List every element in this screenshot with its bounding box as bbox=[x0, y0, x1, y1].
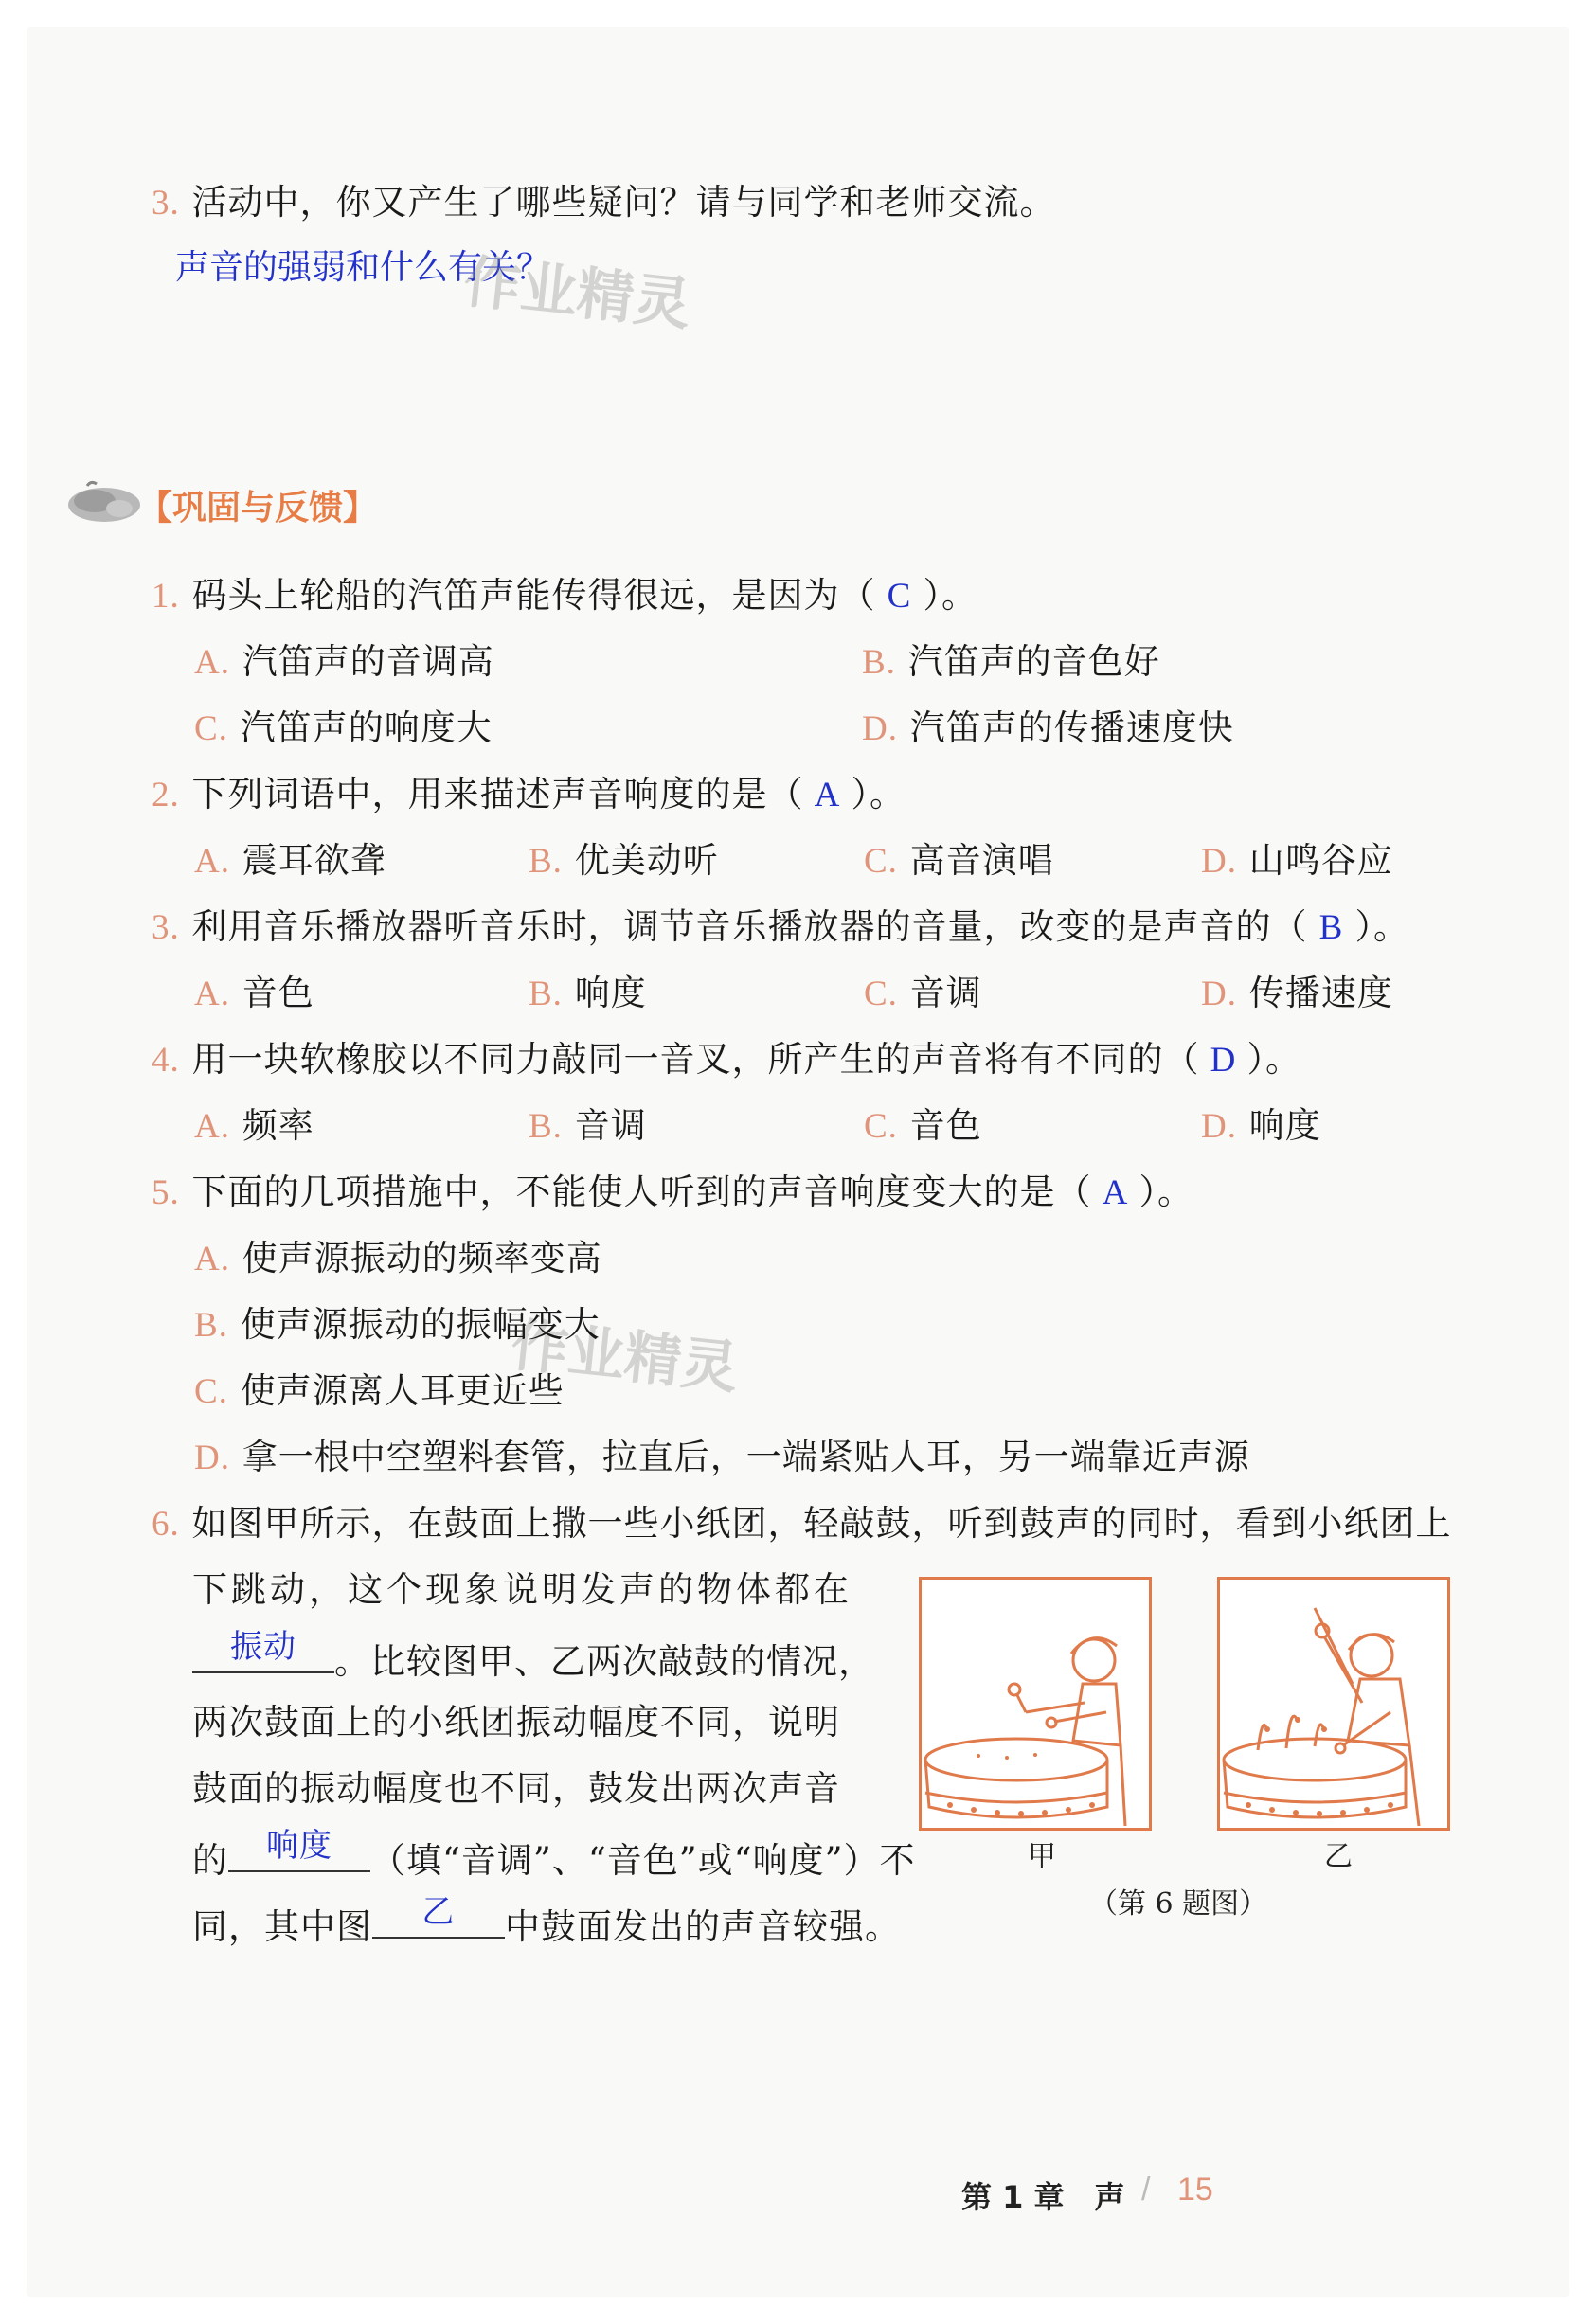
q6-text: 中鼓面发出的声音较强。 bbox=[505, 1906, 901, 1947]
option bbox=[1201, 1103, 1321, 1150]
workbook-page bbox=[27, 27, 1569, 2297]
section-brush-icon bbox=[66, 478, 142, 526]
option-text: 汽笛声的响度大 bbox=[240, 707, 493, 748]
option-text: 响度 bbox=[574, 973, 647, 1013]
q6-text: 的 bbox=[192, 1840, 228, 1881]
footer-separator: / bbox=[1141, 2172, 1151, 2208]
option-text: 使声源振动的频率变高 bbox=[242, 1238, 602, 1278]
option bbox=[194, 1435, 1250, 1481]
option bbox=[194, 639, 494, 686]
option bbox=[864, 1103, 982, 1150]
question-stem: 下列词语中，用来描述声音响度的是（ bbox=[191, 774, 804, 814]
question-stem: 用一块软橡胶以不同力敲同一音叉，所产生的声音将有不同的（ bbox=[191, 1039, 1200, 1080]
option-letter: A. bbox=[194, 974, 230, 1013]
question-number: 3. bbox=[152, 184, 180, 223]
option-text: 音色 bbox=[909, 1105, 982, 1146]
option-letter: B. bbox=[862, 643, 896, 682]
fill-blank bbox=[228, 1827, 370, 1872]
option-text: 音调 bbox=[909, 973, 982, 1013]
option bbox=[529, 971, 647, 1017]
option bbox=[1201, 838, 1393, 885]
option-letter: B. bbox=[529, 842, 563, 881]
option bbox=[194, 1368, 565, 1415]
question-3 bbox=[152, 904, 1409, 951]
question-number: 6. bbox=[152, 1505, 180, 1544]
question-number: 5. bbox=[152, 1173, 180, 1212]
question-stem-end: ）。 bbox=[851, 774, 906, 814]
option-text: 使声源离人耳更近些 bbox=[240, 1370, 565, 1411]
option-letter: A. bbox=[194, 842, 230, 881]
option-letter: A. bbox=[194, 643, 230, 682]
option bbox=[1201, 971, 1393, 1017]
answer-mark: B bbox=[1318, 908, 1344, 947]
option-text: 山鸣谷应 bbox=[1248, 840, 1393, 881]
option-text: 汽笛声的传播速度快 bbox=[909, 707, 1234, 748]
figure-label-jia: 甲 bbox=[1028, 1840, 1056, 1873]
option bbox=[862, 706, 1234, 752]
question-number: 2. bbox=[152, 776, 180, 814]
question-number: 4. bbox=[152, 1041, 180, 1080]
answer-mark: A bbox=[814, 776, 841, 814]
option-letter: C. bbox=[194, 1372, 228, 1411]
option bbox=[194, 706, 493, 752]
answer-mark: D bbox=[1210, 1041, 1237, 1080]
option-letter: B. bbox=[529, 974, 563, 1013]
option bbox=[194, 1103, 314, 1150]
question-number: 1. bbox=[152, 577, 180, 616]
q6-line: 鼓面的振动幅度也不同，鼓发出两次声音 bbox=[192, 1768, 840, 1809]
option-text: 音调 bbox=[574, 1105, 647, 1146]
prev-question-3 bbox=[152, 180, 1056, 226]
q6-line bbox=[192, 1628, 874, 1685]
question-stem-end: ）。 bbox=[1354, 906, 1410, 947]
handwritten-answer: 乙 bbox=[421, 1893, 456, 1931]
option-letter: D. bbox=[1201, 974, 1237, 1013]
q6-text: （填“音调”、“音色”或“响度”）不 bbox=[370, 1840, 916, 1881]
option bbox=[194, 838, 386, 885]
question-2 bbox=[152, 772, 906, 818]
option bbox=[529, 838, 719, 885]
option-text: 响度 bbox=[1248, 1105, 1321, 1146]
option-text: 优美动听 bbox=[574, 840, 719, 881]
option-text: 高音演唱 bbox=[909, 840, 1054, 881]
fill-blank bbox=[192, 1628, 334, 1673]
handwritten-answer: 响度 bbox=[266, 1827, 332, 1865]
question-stem-end: ）。 bbox=[1246, 1039, 1302, 1080]
option-letter: D. bbox=[1201, 842, 1237, 881]
option bbox=[194, 1302, 601, 1349]
q6-line: 下跳动，这个现象说明发声的物体都在 bbox=[192, 1569, 852, 1610]
option-letter: C. bbox=[864, 974, 898, 1013]
option-letter: C. bbox=[864, 1107, 898, 1146]
question-stem: 活动中，你又产生了哪些疑问？请与同学和老师交流。 bbox=[191, 182, 1056, 223]
question-stem: 码头上轮船的汽笛声能传得很远，是因为（ bbox=[191, 575, 876, 616]
figure-jia-drum bbox=[919, 1577, 1152, 1831]
option bbox=[862, 639, 1160, 686]
footer-chapter: 第 1 章 声 bbox=[961, 2179, 1125, 2215]
question-number: 3. bbox=[152, 908, 180, 947]
question-6 bbox=[152, 1501, 1452, 1547]
option-letter: D. bbox=[862, 709, 898, 748]
option-text: 汽笛声的音色好 bbox=[907, 641, 1160, 682]
q6-text: 。比较图甲、乙两次敲鼓的情况， bbox=[334, 1641, 874, 1682]
answer-mark: C bbox=[887, 577, 912, 616]
option-text: 使声源振动的振幅变大 bbox=[240, 1304, 601, 1345]
q6-line bbox=[192, 1893, 901, 1950]
option-text: 传播速度 bbox=[1248, 973, 1393, 1013]
option-text: 拿一根中空塑料套管，拉直后，一端紧贴人耳，另一端靠近声源 bbox=[242, 1437, 1250, 1477]
option bbox=[864, 971, 982, 1017]
option-letter: C. bbox=[864, 842, 898, 881]
option-letter: C. bbox=[194, 709, 228, 748]
answer-mark: A bbox=[1102, 1173, 1129, 1212]
option-letter: B. bbox=[529, 1107, 563, 1146]
question-stem-end: ）。 bbox=[923, 575, 978, 616]
option-letter: D. bbox=[1201, 1107, 1237, 1146]
option-letter: A. bbox=[194, 1240, 230, 1278]
question-stem: 如图甲所示，在鼓面上撒一些小纸团，轻敲鼓，听到鼓声的同时，看到小纸团上 bbox=[191, 1503, 1452, 1544]
q6-text: 同，其中图 bbox=[192, 1906, 372, 1947]
option-text: 音色 bbox=[242, 973, 314, 1013]
question-5 bbox=[152, 1170, 1193, 1216]
option-letter: B. bbox=[194, 1306, 228, 1345]
handwritten-answer: 振动 bbox=[230, 1628, 296, 1666]
watermark: 作业精灵 bbox=[508, 1312, 742, 1403]
fill-blank bbox=[372, 1893, 505, 1939]
q6-line bbox=[192, 1827, 916, 1884]
question-stem: 下面的几项措施中，不能使人听到的声音响度变大的是（ bbox=[191, 1171, 1092, 1212]
figure-caption: （第 6 题图） bbox=[1089, 1887, 1268, 1921]
option bbox=[194, 1236, 602, 1282]
question-1 bbox=[152, 573, 977, 619]
q6-line: 两次鼓面上的小纸团振动幅度不同，说明 bbox=[192, 1702, 840, 1743]
option-text: 汽笛声的音调高 bbox=[242, 641, 494, 682]
option-letter: D. bbox=[194, 1439, 230, 1477]
figure-label-yi: 乙 bbox=[1324, 1840, 1353, 1873]
section-title: 【巩固与反馈】 bbox=[138, 489, 378, 527]
page-number: 15 bbox=[1177, 2172, 1213, 2208]
question-4 bbox=[152, 1037, 1301, 1083]
option bbox=[864, 838, 1054, 885]
figure-yi-drum bbox=[1217, 1577, 1450, 1831]
option-text: 频率 bbox=[242, 1105, 314, 1146]
handwritten-answer: 声音的强弱和什么有关？ bbox=[175, 248, 551, 287]
question-stem: 利用音乐播放器听音乐时，调节音乐播放器的音量，改变的是声音的（ bbox=[191, 906, 1308, 947]
option bbox=[194, 971, 314, 1017]
question-stem-end: ）。 bbox=[1139, 1171, 1194, 1212]
option bbox=[529, 1103, 647, 1150]
option-text: 震耳欲聋 bbox=[242, 840, 386, 881]
watermark: 作业精灵 bbox=[460, 248, 694, 339]
option-letter: A. bbox=[194, 1107, 230, 1146]
